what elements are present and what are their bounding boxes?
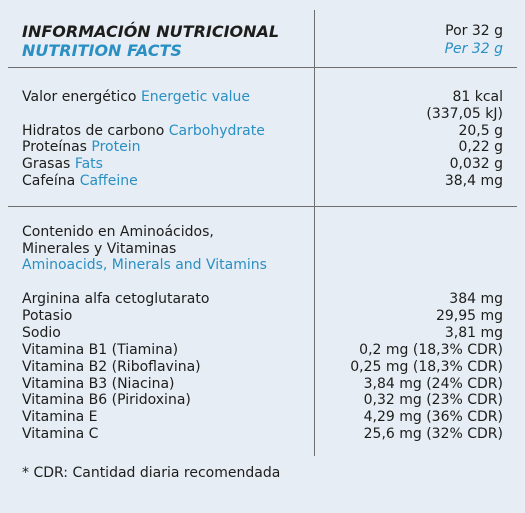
item-value: 0,2 mg (18,3% CDR): [359, 342, 503, 358]
item-value: 384 mg: [449, 291, 503, 307]
item-value: 0,25 mg (18,3% CDR): [350, 359, 503, 375]
nutrient-label-en: Carbohydrate: [168, 123, 265, 139]
item-label: Vitamina B1 (Tiamina): [22, 342, 179, 358]
nutrient-value-fats: 0,032 g: [449, 156, 503, 172]
header-divider: [8, 67, 517, 68]
item-value: 4,29 mg (36% CDR): [363, 409, 503, 425]
section-title-es-line2: Minerales y Vitaminas: [22, 241, 177, 257]
nutrient-label-en: Fats: [74, 156, 103, 172]
item-value: 0,32 mg (23% CDR): [363, 392, 503, 408]
item-label: Sodio: [22, 325, 61, 341]
item-label: Arginina alfa cetoglutarato: [22, 291, 210, 307]
section-title-es-line1: Contenido en Aminoácidos,: [22, 224, 214, 240]
item-value: 29,95 mg: [435, 308, 503, 324]
item-value: 25,6 mg (32% CDR): [363, 426, 503, 442]
nutrient-label-es: Hidratos de carbono: [22, 123, 165, 139]
nutrient-value-protein: 0,22 g: [458, 139, 503, 155]
nutrient-row-protein: [22, 139, 140, 156]
nutrient-label-es: Grasas: [22, 156, 71, 172]
nutrient-label-en: Caffeine: [79, 173, 138, 189]
nutrient-label-es: Cafeína: [22, 173, 76, 189]
serving-english: Per 32 g: [444, 41, 503, 57]
nutrient-value-energy-kj: (337,05 kJ): [426, 106, 503, 122]
nutrient-value-caffeine: 38,4 mg: [444, 173, 503, 189]
nutrient-value-carbohydrate: 20,5 g: [458, 123, 503, 139]
nutrient-value-energy-kcal: 81 kcal: [452, 89, 503, 105]
item-label: Potasio: [22, 308, 73, 324]
footnote: * CDR: Cantidad diaria recomendada: [22, 465, 281, 481]
nutrient-label-en: Energetic value: [140, 89, 251, 105]
nutrient-label-es: Valor energético: [22, 89, 137, 105]
serving-spanish: Por 32 g: [445, 23, 503, 39]
item-value: 3,81 mg: [444, 325, 503, 341]
nutrient-row-carbohydrate: [22, 123, 265, 140]
title-spanish: INFORMACIÓN NUTRICIONAL: [22, 22, 280, 41]
nutrient-label-en: Protein: [91, 139, 141, 155]
nutrient-label-es: Proteínas: [22, 139, 87, 155]
item-label: Vitamina B6 (Piridoxina): [22, 392, 191, 408]
item-label: Vitamina B3 (Niacina): [22, 376, 175, 392]
nutrient-row-fats: [22, 156, 103, 173]
section-title-en: Aminoacids, Minerals and Vitamins: [22, 257, 267, 273]
title-english: NUTRITION FACTS: [22, 41, 182, 60]
item-value: 3,84 mg (24% CDR): [363, 376, 503, 392]
nutrient-row-caffeine: [22, 173, 138, 190]
item-label: Vitamina E: [22, 409, 98, 425]
column-divider: [314, 10, 315, 456]
item-label: Vitamina B2 (Riboflavina): [22, 359, 201, 375]
section-divider: [8, 206, 517, 207]
nutrient-row-energy: [22, 89, 250, 106]
item-label: Vitamina C: [22, 426, 99, 442]
